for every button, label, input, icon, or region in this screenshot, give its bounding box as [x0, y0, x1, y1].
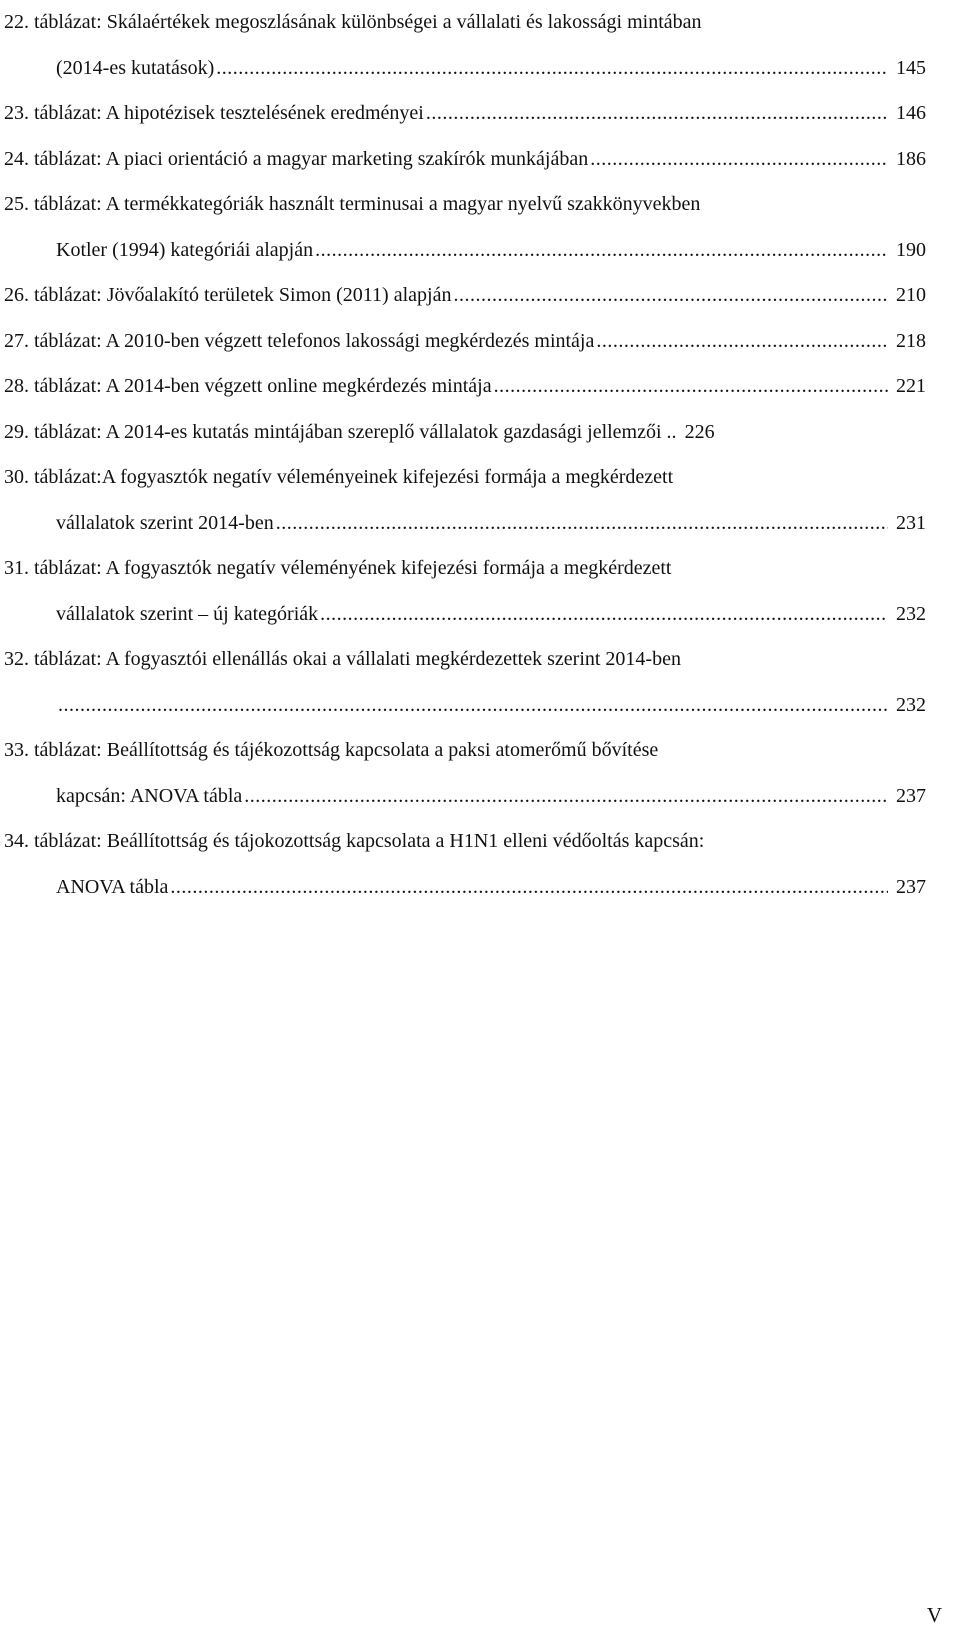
toc-page-number: 221 — [896, 375, 926, 397]
toc-entry-continuation-line — [4, 683, 926, 729]
toc-entry-title-line — [4, 728, 926, 774]
toc-entry-28[interactable] — [4, 364, 926, 410]
toc-entry-text: 24. táblázat: A piaci orientáció a magyar marketing szakírók munkájában — [4, 147, 589, 170]
toc-entry-text: 32. táblázat: A fogyasztói ellenállás okai a vállalati megkérdezettek szerint 2014-ben — [4, 648, 681, 670]
toc-entry-text: 28. táblázat: A 2014-ben végzett online megkérdezés mintája — [4, 375, 492, 397]
toc-entry-22[interactable] — [4, 0, 926, 91]
dot-leader — [315, 228, 888, 274]
toc-entry-32[interactable] — [4, 637, 926, 728]
toc-entry-title-line — [4, 0, 926, 46]
dot-leader — [276, 501, 888, 547]
toc-entry-title-line — [4, 455, 926, 501]
toc-entry-text: Kotler (1994) kategóriái alapján — [56, 238, 314, 261]
dot-leader — [426, 91, 888, 137]
dot-leader — [244, 774, 888, 820]
dot-leader — [170, 865, 888, 911]
dot-leader — [596, 319, 888, 365]
toc-entry-continuation-line — [4, 228, 926, 274]
toc-entry-25[interactable] — [4, 182, 926, 273]
toc-entry-text: 26. táblázat: Jövőalakító területek Simon (2011) alapján — [4, 284, 452, 306]
toc-entry-continuation-line — [4, 592, 926, 638]
toc-entry-text: ANOVA tábla — [56, 875, 169, 898]
toc-entry-26[interactable] — [4, 273, 926, 319]
toc-page-number: 232 — [896, 693, 926, 716]
dot-leader — [590, 137, 888, 183]
toc-entry-continuation-line — [4, 46, 926, 92]
toc-page-number: 232 — [896, 602, 926, 625]
toc-entry-text: 29. táblázat: A 2014-es kutatás mintájában szereplő vállalatok gazdasági jellemzői .. — [4, 420, 677, 443]
dot-leader — [320, 592, 888, 638]
toc-entry-text: (2014-es kutatások) — [56, 56, 215, 79]
dot-leader — [58, 683, 888, 729]
toc-entry-text: 25. táblázat: A termékkategóriák használt terminusai a magyar nyelvű szakkönyvekben — [4, 193, 701, 215]
toc-page-number: 226 — [684, 420, 715, 443]
toc-entry-continuation-line — [4, 501, 926, 547]
toc-entry-text: 31. táblázat: A fogyasztók negatív véleményének kifejezési formája a megkérdezett — [4, 557, 672, 579]
toc-entry-23[interactable] — [4, 91, 926, 137]
toc-entry-24[interactable] — [4, 137, 926, 183]
toc-entry-33[interactable] — [4, 728, 926, 819]
toc-page-number: 210 — [896, 284, 926, 306]
toc-entry-title-line — [4, 319, 926, 365]
toc-entry-text: 27. táblázat: A 2010-ben végzett telefonos lakossági megkérdezés mintája — [4, 329, 595, 352]
toc-entry-title-line — [4, 410, 926, 456]
toc-page-number: 190 — [896, 238, 926, 261]
toc-entry-27[interactable] — [4, 319, 926, 365]
toc-entry-text: 34. táblázat: Beállítottság és tájokozottság kapcsolata a H1N1 elleni védőoltás kapcsán: — [4, 830, 705, 852]
toc-entry-text: 22. táblázat: Skálaértékek megoszlásának különbségei a vállalati és lakossági mintában — [4, 11, 702, 33]
toc-entry-text: vállalatok szerint – új kategóriák — [56, 602, 319, 625]
toc-page-number: 145 — [896, 56, 926, 79]
toc-page-number: 237 — [896, 875, 926, 898]
toc-entry-31[interactable] — [4, 546, 926, 637]
toc-page-number: 186 — [896, 147, 926, 170]
toc-entry-text: 23. táblázat: A hipotézisek tesztelésének eredményei — [4, 102, 424, 124]
dot-leader — [494, 364, 888, 410]
toc-entry-title-line — [4, 137, 926, 183]
toc-entry-title-line — [4, 182, 926, 228]
toc-entry-30[interactable] — [4, 455, 926, 546]
toc-entry-continuation-line — [4, 774, 926, 820]
toc-entry-34[interactable] — [4, 819, 926, 910]
toc-entry-text: vállalatok szerint 2014-ben — [56, 511, 274, 534]
toc-page-number: 237 — [896, 784, 926, 807]
toc-entry-text: kapcsán: ANOVA tábla — [56, 784, 243, 807]
toc-page-number: 146 — [896, 102, 926, 124]
toc-entry-title-line — [4, 637, 926, 683]
dot-leader — [216, 46, 888, 92]
toc-entry-title-line — [4, 819, 926, 865]
toc-entry-title-line — [4, 273, 926, 319]
toc-entry-29[interactable] — [4, 410, 926, 456]
toc-page-number: 218 — [896, 329, 926, 352]
toc-page-number: 231 — [896, 511, 926, 534]
toc-entry-title-line — [4, 91, 926, 137]
toc-entry-text: 33. táblázat: Beállítottság és tájékozottság kapcsolata a paksi atomerőmű bővítése — [4, 739, 659, 761]
toc-entry-continuation-line — [4, 865, 926, 911]
toc-entry-title-line — [4, 364, 926, 410]
toc-entry-title-line — [4, 546, 926, 592]
page-number: V — [926, 1603, 942, 1627]
toc-entry-text: 30. táblázat:A fogyasztók negatív véleményeinek kifejezési formája a megkérdezett — [4, 466, 674, 488]
dot-leader — [453, 273, 888, 319]
table-of-tables — [4, 0, 926, 910]
